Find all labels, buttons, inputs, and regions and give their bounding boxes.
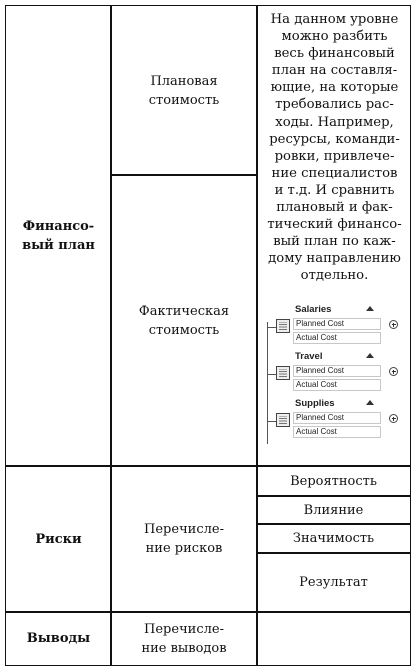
risk-impact-cell: [256, 495, 411, 525]
actual-cost-text: Фактическая стоимость: [138, 303, 230, 338]
collapse-arrow-icon[interactable]: [366, 353, 374, 358]
planned-cost-field[interactable]: Planned Cost: [293, 365, 381, 377]
cost-group-salaries: [262, 304, 410, 349]
conclusions-text: Выводы: [26, 631, 91, 646]
conclusions-empty-cell: [256, 611, 411, 666]
table-icon: [276, 366, 290, 380]
risk-significance-text: Значимость: [292, 531, 375, 546]
actual-cost-field[interactable]: Actual Cost: [293, 332, 381, 344]
conclusions-label: [5, 611, 112, 666]
add-circle-icon[interactable]: [389, 414, 398, 423]
risks-text: Риски: [35, 531, 82, 547]
cost-breakdown-figure: [262, 300, 410, 450]
risk-significance-cell: [256, 523, 411, 554]
planned-cost-field[interactable]: Planned Cost: [293, 318, 381, 330]
cost-group-travel: [262, 351, 410, 396]
conclusions-list-cell: [110, 611, 258, 666]
risk-impact-text: Влияние: [303, 502, 364, 518]
risk-result-text: Результат: [299, 575, 368, 590]
group-title: Salaries: [295, 304, 332, 315]
collapse-arrow-icon[interactable]: [366, 400, 374, 405]
risk-result-cell: [256, 552, 411, 613]
planned-cost-text: Плановая стоимость: [148, 73, 220, 108]
add-circle-icon[interactable]: [389, 320, 398, 329]
actual-cost-cell: [110, 174, 258, 467]
finance-description-text: На данном уровне можно разбить весь финансовый план на составля- ющие, на которые требовались рас- ходы. Например, ресурсы, команди- ровки, привлече- ние специалистов и т.д. И сравнить плановый и фак- тический финансо- вый план по каж- дому направлению отдельно.: [267, 12, 402, 284]
group-title: Supplies: [295, 398, 335, 409]
actual-cost-field[interactable]: Actual Cost: [293, 379, 381, 391]
risk-probability-cell: [256, 465, 411, 497]
table-icon: [276, 319, 290, 333]
planned-cost-cell: [110, 5, 258, 176]
group-title: Travel: [295, 351, 323, 362]
finance-plan-text: Финансо- вый план: [22, 219, 95, 253]
actual-cost-field[interactable]: Actual Cost: [293, 426, 381, 438]
cost-group-supplies: [262, 398, 410, 443]
finance-plan-label: [5, 5, 112, 467]
risks-list-cell: [110, 465, 258, 613]
table-icon: [276, 413, 290, 427]
risks-label: [5, 465, 112, 613]
risk-probability-text: Вероятность: [290, 473, 377, 489]
add-circle-icon[interactable]: [389, 367, 398, 376]
planned-cost-field[interactable]: Planned Cost: [293, 412, 381, 424]
conclusions-list-text: Перечисле- ние выводов: [141, 621, 227, 656]
risks-list-text: Перечисле- ние рисков: [144, 522, 224, 556]
collapse-arrow-icon[interactable]: [366, 306, 374, 311]
